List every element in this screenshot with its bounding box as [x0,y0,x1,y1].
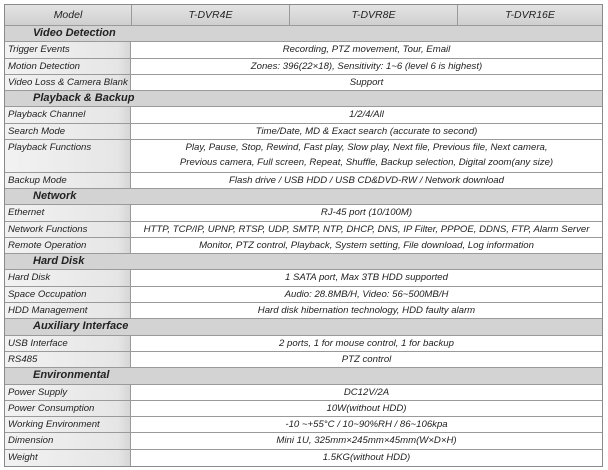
table-row [5,450,602,466]
row-value-line: DC12V/2A [343,386,390,398]
table-row [5,270,602,286]
row-value-line: RJ-45 port (10/100M) [320,207,413,219]
row-value [131,59,602,74]
row-value [131,352,602,367]
row-value [131,124,602,139]
model-t-dvr16e: T-DVR16E [505,9,555,21]
section-title: Video Detection [33,27,116,39]
row-label: Video Loss & Camera Blank [5,75,131,90]
row-label: Space Occupation [5,287,131,302]
row-value [131,140,602,172]
row-value [131,287,602,302]
row-value-line: Support [349,76,384,88]
row-value-line: Monitor, PTZ control, Playback, System setting, File download, Log information [199,239,534,251]
row-label: USB Interface [5,336,131,351]
row-value-line: Flash drive / USB HDD / USB CD&DVD-RW / Network download [229,174,504,186]
row-label: Dimension [5,433,131,448]
row-value-line: Previous camera, Full screen, Repeat, Shuffle, Backup selection, Digital zoom(any size) [179,157,554,169]
row-value-line: 1 SATA port, Max 3TB HDD supported [285,272,448,284]
section-title: Auxiliary Interface [33,320,129,333]
row-value [131,336,602,351]
row-label: Remote Operation [5,238,131,253]
row-value-line: HTTP, TCP/IP, UPNP, RTSP, UDP, SMTP, NTP, DHCP, DNS, IP Filter, PPPOE, DDNS, FTP, Alarm Server [143,223,590,235]
table-row [5,417,602,433]
row-value [131,222,602,237]
table-row [5,59,602,75]
row-label: Power Consumption [5,401,131,416]
table-header-row [5,5,602,26]
row-value [131,401,602,416]
row-label: Search Mode [5,124,131,139]
row-label: Trigger Events [5,42,131,57]
table-row [5,75,602,91]
row-value [131,433,602,448]
row-value [131,75,602,90]
row-value [131,270,602,285]
table-row [5,336,602,352]
table-row [5,433,602,449]
row-value-line: Time/Date, MD & Exact search (accurate to second) [255,125,478,137]
row-value-line: 2 ports, 1 for mouse control, 1 for backup [279,337,454,349]
table-row [5,222,602,238]
row-value-line: Hard disk hibernation technology, HDD faulty alarm [257,305,476,317]
table-row [5,352,602,368]
row-value [131,450,602,466]
section-video-detection [5,26,602,42]
row-value-line: Zones: 396(22×18), Sensitivity: 1~6 (level 6 is highest) [250,60,483,72]
row-label: Working Environment [5,417,131,432]
table-row [5,385,602,401]
row-label: Backup Mode [5,173,131,188]
section-title: Hard Disk [33,255,85,268]
table-row [5,205,602,221]
row-value [131,107,602,122]
row-value-line: 1/2/4/All [349,109,384,121]
model-header: Model [5,5,132,25]
table-row [5,401,602,417]
table-row [5,140,602,173]
row-value [131,417,602,432]
row-label: Playback Channel [5,107,131,122]
table-row [5,42,602,58]
section-title: Network [33,189,77,202]
row-value [131,42,602,57]
model-t-dvr8e: T-DVR8E [290,5,458,25]
table-row [5,107,602,123]
section-auxiliary-interface [5,319,602,335]
row-label: Hard Disk [5,270,131,285]
row-label: HDD Management [5,303,131,318]
row-value-line: 1.5KG(without HDD) [322,451,411,463]
row-value-line: Mini 1U, 325mm×245mm×45mm(W×D×H) [276,435,457,447]
row-label: Power Supply [5,385,131,400]
table-row [5,287,602,303]
row-value-line: 10W(without HDD) [326,402,407,414]
row-value-line: PTZ control [341,353,392,365]
row-value [131,385,602,400]
section-title: Playback & Backup [33,92,135,105]
section-title: Environmental [33,369,110,382]
table-row [5,238,602,254]
model-t-dvr4e: T-DVR4E [132,5,290,25]
row-value [131,205,602,220]
row-value-line: Audio: 28.8MB/H, Video: 56~500MB/H [284,288,449,300]
row-label: RS485 [5,352,131,367]
table-row [5,124,602,140]
spec-table [4,4,603,467]
row-label: Ethernet [5,205,131,220]
row-label: Motion Detection [5,59,131,74]
row-label: Weight [5,450,131,466]
section-network [5,189,602,205]
row-value-line: Recording, PTZ movement, Tour, Email [282,44,451,56]
row-value-line: -10 ~+55°C / 10~90%RH / 86~106kpa [285,419,448,431]
row-label: Playback Functions [5,140,131,172]
section-environmental [5,368,602,384]
table-row [5,303,602,319]
row-value-line: Play, Pause, Stop, Rewind, Fast play, Slow play, Next file, Previous file, Next camera, [185,142,548,154]
section-hard-disk [5,254,602,270]
row-value [131,173,602,188]
section-playback-backup [5,91,602,107]
row-value [131,303,602,318]
row-label: Network Functions [5,222,131,237]
table-row [5,173,602,189]
row-value [131,238,602,253]
